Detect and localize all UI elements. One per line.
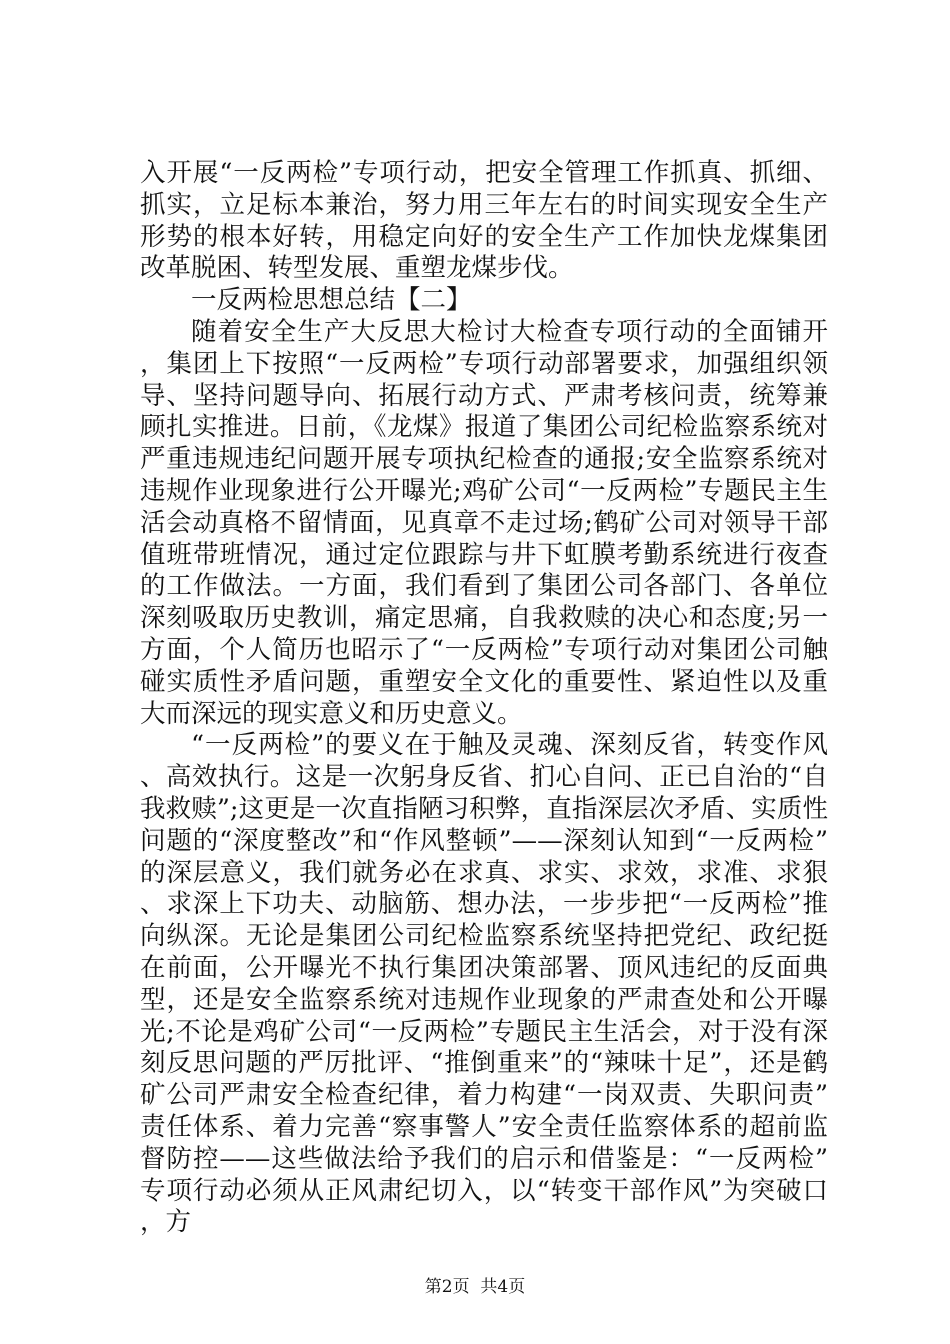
document-body — [140, 158, 828, 1239]
paragraph-body: 随着安全生产大反思大检讨大检查专项行动的全面铺开，集团上下按照“一反两检”专项行动部署要求，加强组织领导、坚持问题导向、拓展行动方式、严肃考核问责，统筹兼顾扎实推进。日前，《龙煤》报道了集团公司纪检监察系统对严重违规违纪问题开展专项执纪检查的通报;安全监察系统对违规作业现象进行公开曝光;鸡矿公司“一反两检”专题民主生活会动真格不留情面，见真章不走过场;鹤矿公司对领导干部值班带班情况，通过定位跟踪与井下虹膜考勤系统进行夜查的工作做法。一方面，我们看到了集团公司各部门、各单位深刻吸取历史教训，痛定思痛，自我救赎的决心和态度;另一方面，个人简历也昭示了“一反两检”专项行动对集团公司触碰实质性矛盾问题，重塑安全文化的重要性、紧迫性以及重大而深远的现实意义和历史意义。 — [140, 316, 828, 729]
page-footer — [0, 1276, 950, 1298]
page-number: 第2页 共4页 — [424, 1277, 526, 1297]
paragraph-continuation: 入开展“一反两检”专项行动，把安全管理工作抓真、抓细、抓实，立足标本兼治，努力用三年左右的时间实现安全生产形势的根本好转，用稳定向好的安全生产工作加快龙煤集团改革脱困、转型发展、重塑龙煤步伐。 — [140, 158, 828, 284]
paragraph-body: “一反两检”的要义在于触及灵魂、深刻反省，转变作风、高效执行。这是一次躬身反省、扪心自问、正已自治的“自我救赎”;这更是一次直指陋习积弊，直指深层次矛盾、实质性问题的“深度整改”和“作风整顿”——深刻认知到“一反两检”的深层意义，我们就务必在求真、求实、求效，求准、求狠、求深上下功夫、动脑筋、想办法，一步步把“一反两检”推向纵深。无论是集团公司纪检监察系统坚持把党纪、政纪挺在前面，公开曝光不执行集团决策部署、顶风违纪的反面典型，还是安全监察系统对违规作业现象的严肃查处和公开曝光;不论是鸡矿公司“一反两检”专题民主生活会，对于没有深刻反思问题的严厉批评、“推倒重来”的“辣味十足”，还是鹤矿公司严肃安全检查纪律，着力构建“一岗双责、失职问责”责任体系、着力完善“察事警人”安全责任监察体系的超前监督防控——这些做法给予我们的启示和借鉴是：“一反两检”专项行动必须从正风肃纪切入，以“转变干部作风”为突破口，方 — [140, 730, 828, 1238]
section-heading: 一反两检思想总结【二】 — [191, 285, 472, 316]
